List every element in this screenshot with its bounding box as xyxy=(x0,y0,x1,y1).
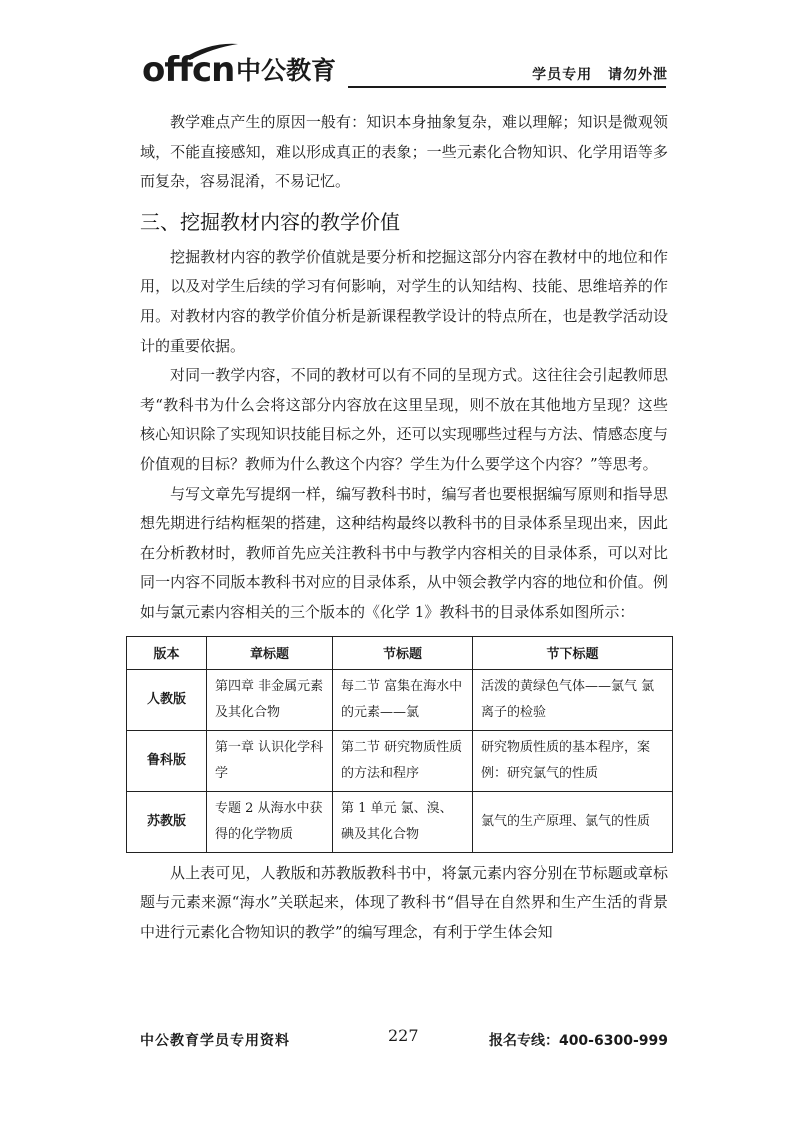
paragraph-intro-1: 教学难点产生的原因一般有：知识本身抽象复杂，难以理解；知识是微观领域，不能直接感知，难以形成真正的表象；一些元素化合物知识、化学用语等多而复杂，容易混淆，不易记忆。 xyxy=(140,113,668,191)
page-number: 227 xyxy=(388,1026,419,1045)
footer-label: 中公教育学员专用资料 xyxy=(140,1033,290,1049)
cell-version: 苏教版 xyxy=(127,791,207,852)
header-version: 版本 xyxy=(127,636,207,669)
cell-chapter: 专题 2 从海水中获得的化学物质 xyxy=(207,791,333,852)
cell-chapter: 第四章 非金属元素及其化合物 xyxy=(207,669,333,730)
page-header xyxy=(140,40,668,90)
textbook-toc-table xyxy=(126,636,673,853)
paragraph-section-3: 与写文章先写提纲一样，编写教科书时，编写者也要根据编写原则和指导思想先期进行结构框架的搭建，这种结构最终以教科书的目录体系呈现出来，因此在分析教材时，教师首先应关注教科书中与教学内容相关的目录体系，可以对比同一内容不同版本教科书对应的目录体系，从中领会教学内容的地位和价值。例如与氯元素内容相关的三个版本的《化学 1》教科书的目录体系如图所示： xyxy=(140,484,668,621)
cell-version: 人教版 xyxy=(127,669,207,730)
cell-subsection: 研究物质性质的基本程序，案例：研究氯气的性质 xyxy=(473,730,673,791)
cell-section: 第 1 单元 氯、溴、碘及其化合物 xyxy=(333,791,473,852)
page-body xyxy=(140,108,668,947)
logo-chinese-name: 中公教育 xyxy=(236,56,337,85)
cell-version: 鲁科版 xyxy=(127,730,207,791)
cell-section: 每二节 富集在海水中的元素——氯 xyxy=(333,669,473,730)
header-subsection: 节下标题 xyxy=(473,636,673,669)
paragraph-after-table: 从上表可见，人教版和苏教版教科书中，将氯元素内容分别在节标题或章标题与元素来源“海水”关联起来，体现了教科书“倡导在自然界和生产生活的背景中进行元素化合物知识的教学”的编写理念，有利于学生体会知 xyxy=(140,863,668,941)
paragraph-section-1: 挖掘教材内容的教学价值就是要分析和挖掘这部分内容在教材中的地位和作用，以及对学生后续的学习有何影响，对学生的认知结构、技能、思维培养的作用。对教材内容的教学价值分析是新课程教学设计的特点所在，也是教学活动设计的重要依据。 xyxy=(140,247,668,355)
header-divider xyxy=(348,86,666,88)
cell-chapter: 第一章 认识化学科学 xyxy=(207,730,333,791)
table-row xyxy=(127,791,673,852)
header-section: 节标题 xyxy=(333,636,473,669)
footer-hotline: 报名专线：400-6300-999 xyxy=(488,1033,668,1049)
paragraph-section-2: 对同一教学内容，不同的教材可以有不同的呈现方式。这往往会引起教师思考“教科书为什么会将这部分内容放在这里呈现，则不放在其他地方呈现？这些核心知识除了实现知识技能目标之外，还可以实现哪些过程与方法、情感态度与价值观的目标？教师为什么教这个内容？学生为什么要学这个内容？”等思考。 xyxy=(140,366,668,473)
header-tagline: 学员专用 请勿外泄 xyxy=(532,67,668,83)
table-row xyxy=(127,730,673,791)
section-heading: 三、挖掘教材内容的教学价值 xyxy=(140,209,400,234)
table-row xyxy=(127,669,673,730)
page-footer xyxy=(140,1026,668,1054)
cell-section: 第二节 研究物质性质的方法和程序 xyxy=(333,730,473,791)
offcn-logo xyxy=(140,40,350,90)
logo-wordmark: offcn xyxy=(142,50,235,90)
cell-subsection: 活泼的黄绿色气体——氯气 氯离子的检验 xyxy=(473,669,673,730)
table-header-row xyxy=(127,636,673,669)
header-chapter: 章标题 xyxy=(207,636,333,669)
cell-subsection: 氯气的生产原理、氯气的性质 xyxy=(473,791,673,852)
